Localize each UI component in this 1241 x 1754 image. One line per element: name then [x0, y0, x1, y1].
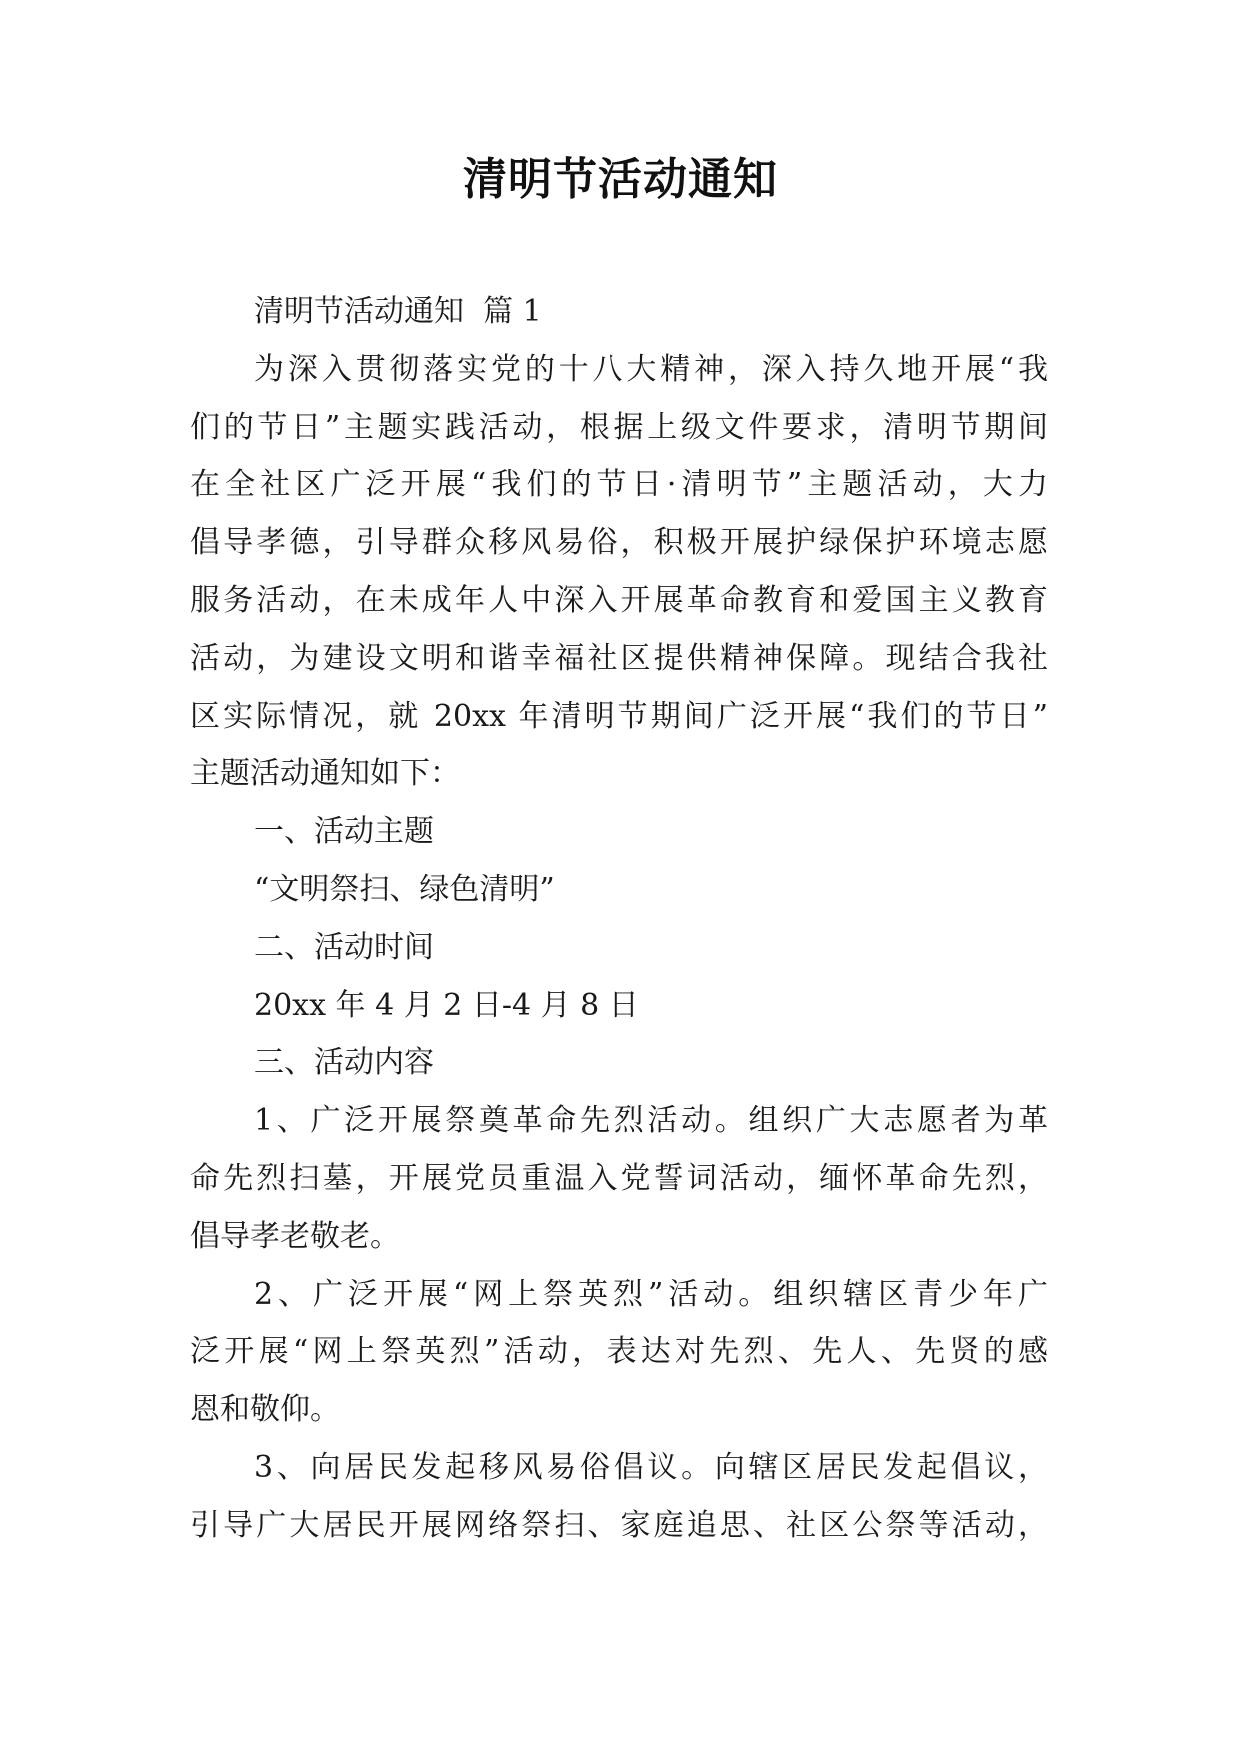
body-text-line: 1、广泛开展祭奠革命先烈活动。组织广大志愿者为革 — [254, 1103, 1048, 1139]
body-text-line: 引导广大居民开展网络祭扫、家庭追思、社区公祭等活动， — [190, 1507, 1048, 1543]
body-text-line: 二、活动时间 — [254, 929, 434, 965]
document-body — [190, 283, 1048, 1555]
body-text-line: 主题活动通知如下： — [190, 756, 460, 792]
body-text-line: 清明节活动通知 篇 1 — [254, 294, 542, 329]
body-text-line: 命先烈扫墓，开展党员重温入党誓词活动，缅怀革命先烈， — [190, 1160, 1048, 1196]
body-text-line: 在全社区广泛开展“我们的节日·清明节”主题活动，大力 — [190, 467, 1048, 503]
document-title: 清明节活动通知 — [463, 154, 778, 205]
body-text-line: 倡导孝老敬老。 — [190, 1218, 400, 1254]
body-text-line: 2、广泛开展“网上祭英烈”活动。组织辖区青少年广 — [254, 1276, 1048, 1312]
body-text-line: 们的节日”主题实践活动，根据上级文件要求，清明节期间 — [190, 409, 1048, 445]
body-text-line: 区实际情况，就 20xx 年清明节期间广泛开展“我们的节日” — [190, 698, 1048, 734]
body-text-line: 泛开展“网上祭英烈”活动，表达对先烈、先人、先贤的感 — [190, 1334, 1048, 1370]
body-text-line: 3、向居民发起移风易俗倡议。向辖区居民发起倡议， — [254, 1449, 1048, 1485]
body-text-line: 为深入贯彻落实党的十八大精神，深入持久地开展“我 — [254, 351, 1048, 387]
body-text-line: 一、活动主题 — [254, 814, 434, 850]
body-text-line: 三、活动内容 — [254, 1045, 434, 1081]
body-text-line: 恩和敬仰。 — [190, 1392, 340, 1428]
body-text-line: 倡导孝德，引导群众移风易俗，积极开展护绿保护环境志愿 — [190, 525, 1048, 561]
body-text-line: 20xx 年 4 月 2 日-4 月 8 日 — [254, 987, 639, 1023]
body-text-line: 服务活动，在未成年人中深入开展革命教育和爱国主义教育 — [190, 582, 1048, 618]
body-text-line: “文明祭扫、绿色清明” — [254, 871, 555, 907]
body-text-line: 活动，为建设文明和谐幸福社区提供精神保障。现结合我社 — [190, 640, 1048, 676]
